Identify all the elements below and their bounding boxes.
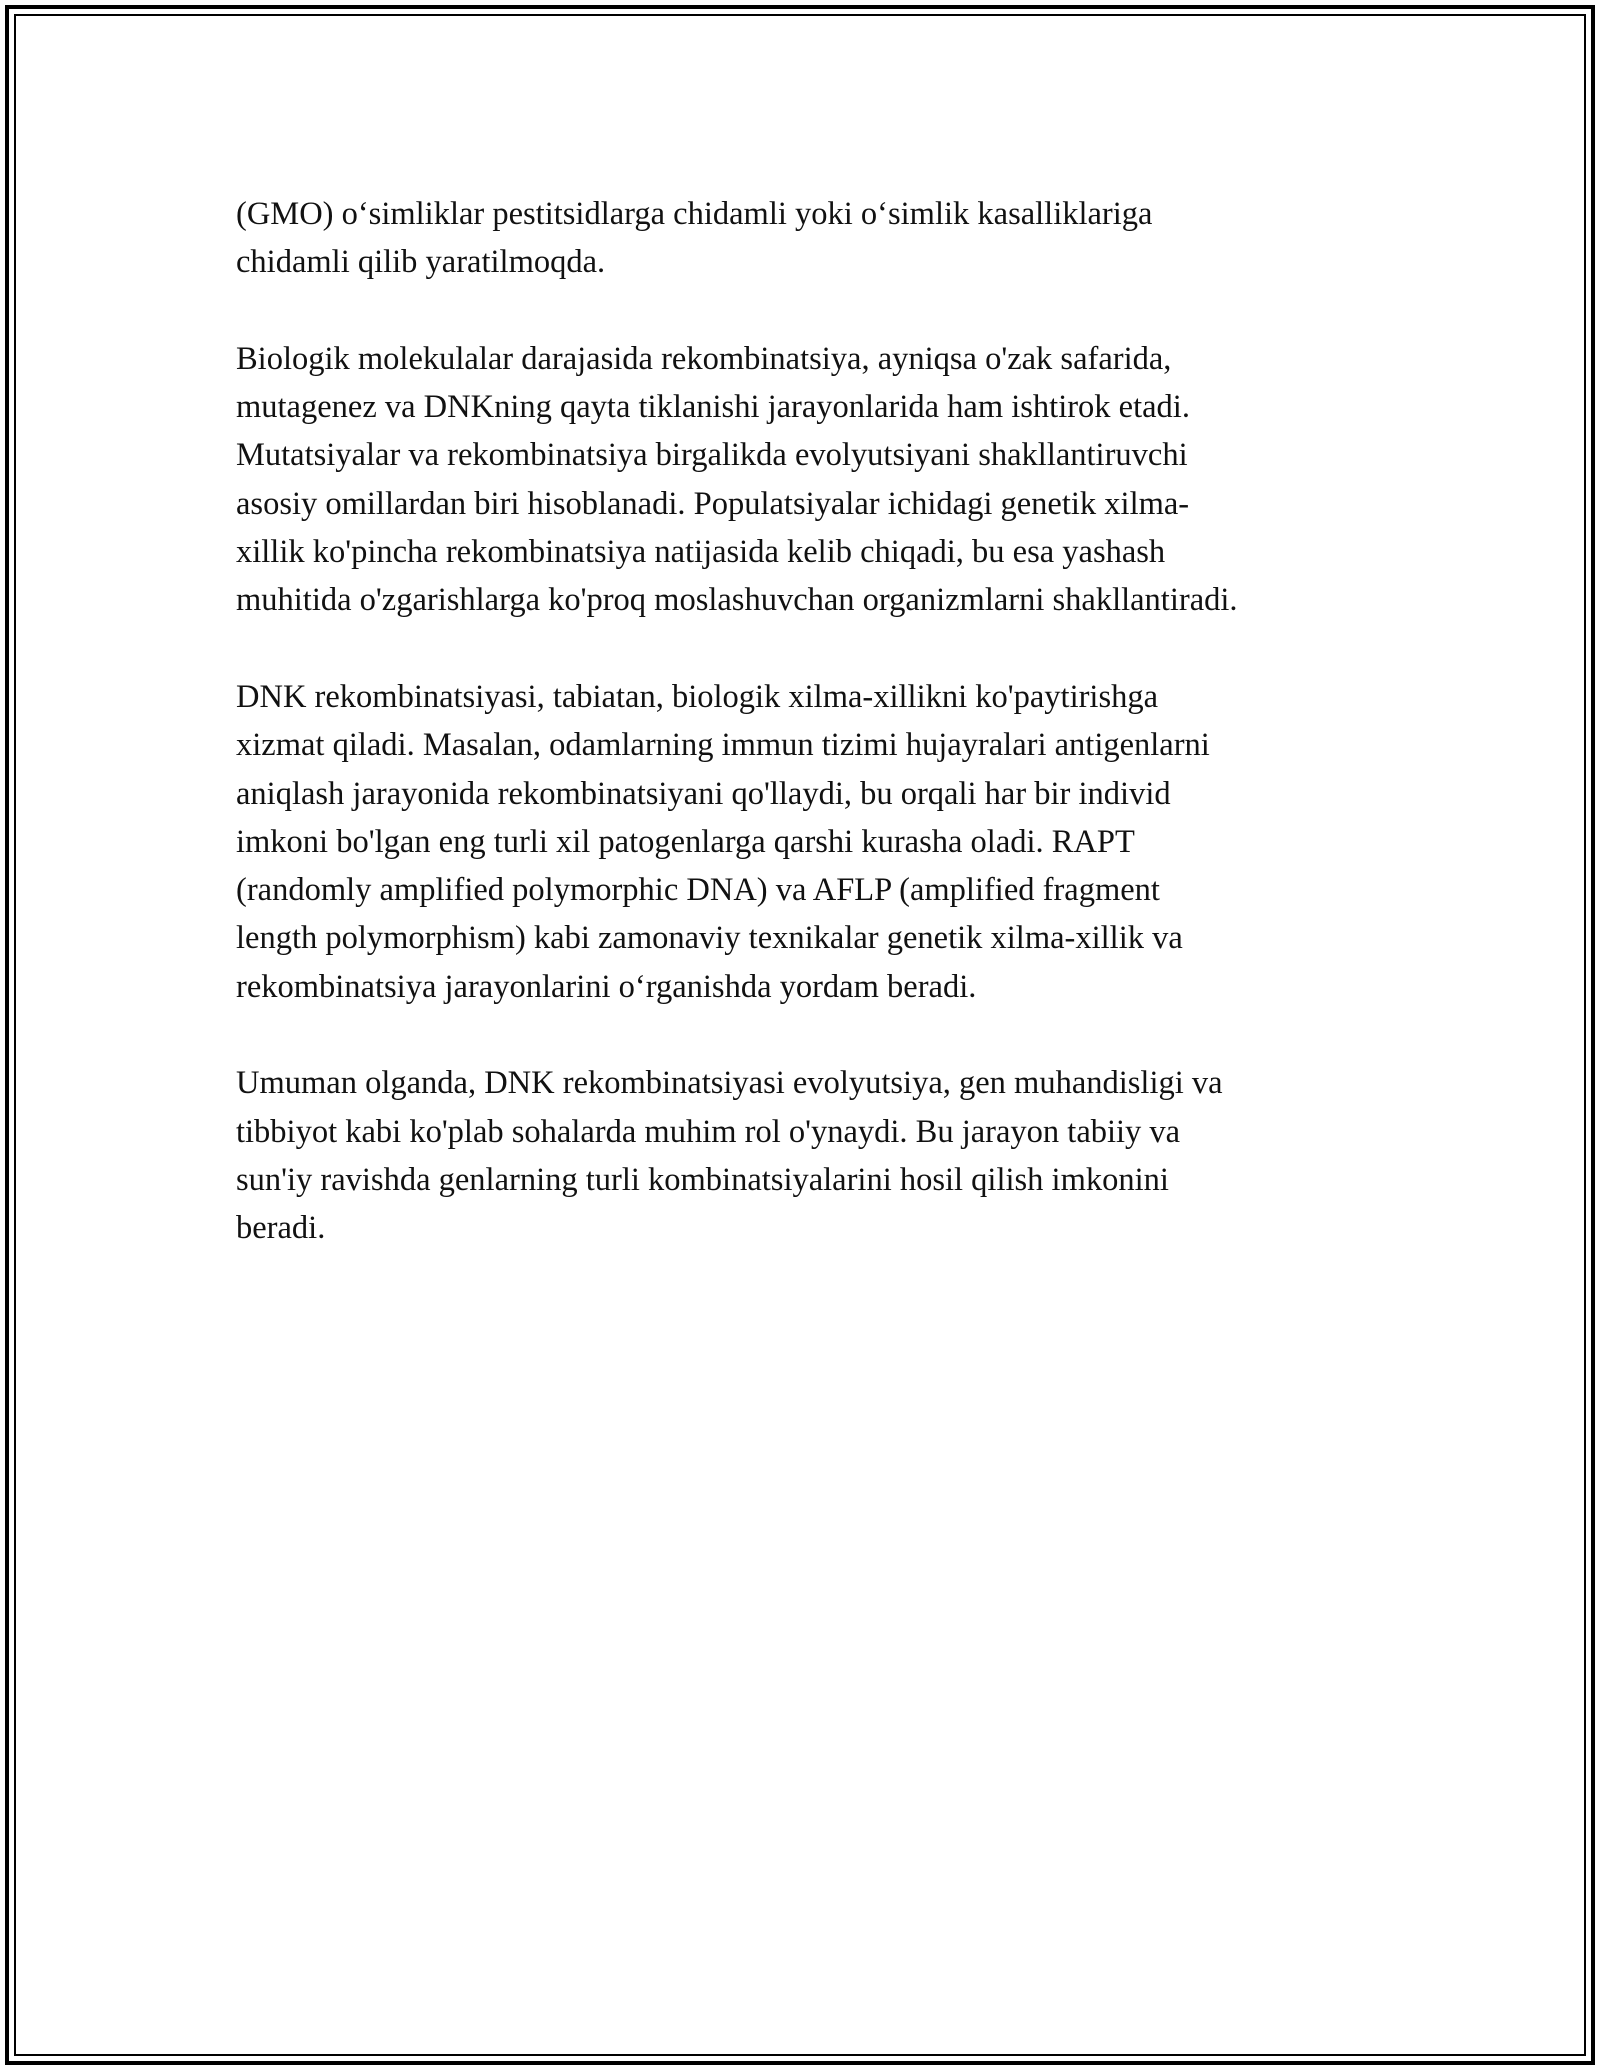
paragraph-conclusion: Umuman olganda, DNK rekombinatsiyasi evolyutsiya, gen muhandisligi va tibbiyot kabi ko'plab sohalarda muhim rol o'ynaydi. Bu jarayon tabiiy va sun'iy ravishda genlarning turli kombinatsiyalarini hosil qilish imkonini beradi. bbox=[236, 1065, 1223, 1247]
paragraph-biodiversity: DNK rekombinatsiyasi, tabiatan, biologik xilma-xillikni ko'paytirishga xizmat qiladi. Masalan, odamlarning immun tizimi hujayralari antigenlarni aniqlash jarayonida rekombinatsiyani qo'llaydi, bu orqali har bir individ imkoni bo'lgan eng turli xil patogenlarga qarshi kurasha oladi. RAPT (randomly amplified polymorphic DNA) va AFLP (amplified fragment length polymorphism) kabi zamonaviy texnikalar genetik xilma-xillik va rekombinatsiya jarayonlarini o‘rganishda yordam beradi. bbox=[236, 678, 1210, 1005]
paragraph-gmo: (GMO) o‘simliklar pestitsidlarga chidamli yoki o‘simlik kasalliklariga chidamli qilib yaratilmoqda. bbox=[236, 196, 1153, 281]
document-body bbox=[236, 190, 1386, 1301]
paragraph-molecular-recombination: Biologik molekulalar darajasida rekombinatsiya, ayniqsa o'zak safarida, mutagenez va DNKning qayta tiklanishi jarayonlarida ham ishtirok etadi. Mutatsiyalar va rekombinatsiya birgalikda evolyutsiyani shakllantiruvchi asosiy omillardan biri hisoblanadi. Populatsiyalar ichidagi genetik xilma- xillik ko'pincha rekombinatsiya natijasida kelib chiqadi, bu esa yashash muhitida o'zgarishlarga ko'proq moslashuvchan organizmlarni shakllantiradi. bbox=[236, 340, 1238, 619]
